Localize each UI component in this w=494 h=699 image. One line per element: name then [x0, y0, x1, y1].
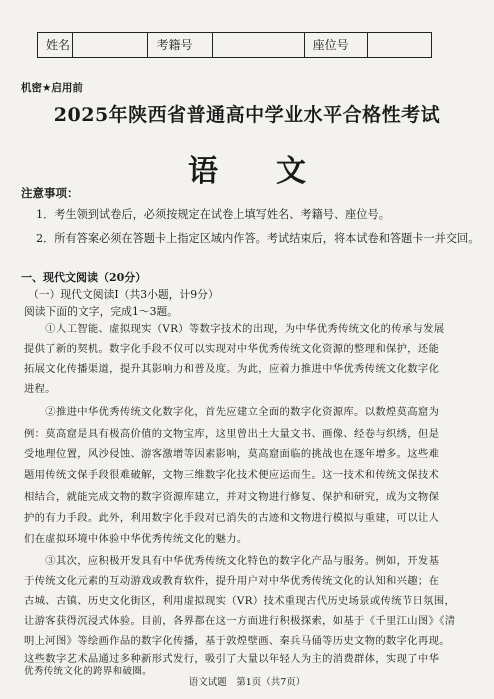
name-label: 姓名 — [38, 33, 73, 57]
instruction: 阅读下面的文字，完成1～3题。 — [24, 305, 179, 318]
seat-field[interactable] — [368, 33, 431, 57]
passage-line: 让游客获得沉浸式体验。目前，各界都在这一方面进行积极探索，如基于《千里江山图》《清 — [24, 615, 456, 627]
seat-label: 座位号 — [305, 33, 369, 57]
passage-line: 古城、古镇、历史文化街区，利用虚拟现实（VR）技术重现古代历史场景或传统节日氛围， — [24, 595, 456, 607]
passage-line: 护的有力手段。此外，利用数字化手段对已消失的古迹和文物进行模拟与重建，可以让人 — [24, 512, 440, 524]
passage-line: ①人工智能、虚拟现实（VR）等数字技术的出现，为中华优秀传统文化的传承与发展 — [24, 323, 445, 335]
passage-line: 受地理位置，风沙侵蚀、游客激增等因素影响，莫高窟面临的挑战也在逐年增多。这些难 — [24, 448, 440, 460]
passage-line: 相结合，就能完成文物的数字资源库建立，并对文物进行修复、保护和研究，成为文物保 — [24, 491, 440, 503]
passage-line: 例：莫高窟是具有极高价值的文物宝库，这里曾出土大量文书、画像、经卷与织绣，但是 — [24, 428, 440, 440]
passage-line: 进程。 — [24, 383, 56, 395]
section-heading: 一、现代文阅读（20分） — [21, 271, 147, 284]
notice-item: 2．所有答案必须在答题卡上指定区域内作答。考试结束后，将本试卷和答题卡一并交回。 — [36, 232, 480, 245]
subsection-heading: （一）现代文阅读Ⅰ（共3小题，计9分） — [28, 288, 219, 301]
passage-line: 题用传统文保手段很难破解，文物三维数字化技术便应运而生。这一技术和传统文保技术 — [24, 469, 440, 481]
passage-line: 于传统文化元素的互动游戏或教育软件，提升用户对中华优秀传统文化的认知和兴趣；在 — [24, 575, 440, 587]
passage-line: 们在虚拟环境中体验中华优秀传统文化的魅力。 — [24, 533, 248, 545]
passage-line: ②推进中华优秀传统文化数字化，首先应建立全面的数字化资源库。以数煌莫高窟为 — [24, 406, 440, 418]
passage-line: 拓展文化传播渠道，提升其影响力和普及度。为此，应着力推进中华优秀传统文化数字化 — [24, 363, 440, 375]
passage-line: 明上河图》等绘画作品的数字化传播，基于敦煌壁画、秦兵马俑等历史文物的数字化再现。 — [24, 635, 450, 647]
exam-no-label: 考籍号 — [148, 33, 213, 57]
notice-item: 1．考生领到试卷后，必须按规定在试卷上填写姓名、考籍号、座位号。 — [36, 208, 390, 221]
passage-line: ③其次，应积极开发具有中华优秀传统文化特色的数字化产品与服务。例如，开发基 — [24, 555, 440, 567]
candidate-info-table — [37, 32, 432, 58]
passage-line: 这些数字艺术品通过多种新形式发行，吸引了大量以年轻人为主的消费群体，实现了中华 — [24, 653, 440, 665]
secret-mark: 机密★启用前 — [21, 82, 83, 94]
name-field[interactable] — [73, 33, 149, 57]
page-footer: 语文试题 第1页（共7页） — [188, 677, 306, 688]
notice-heading: 注意事项： — [21, 186, 79, 200]
exam-no-field[interactable] — [213, 33, 305, 57]
passage-line: 提供了新的契机。数字化手段不仅可以实现对中华优秀传统文化资源的整理和保护，还能 — [24, 343, 440, 355]
exam-title: 2025年陕西省普通高中学业水平合格性考试 — [53, 104, 441, 126]
passage-line: 优秀传统文化的跨界和破圈。 — [24, 666, 153, 677]
subject-title: 语文 — [188, 154, 364, 189]
